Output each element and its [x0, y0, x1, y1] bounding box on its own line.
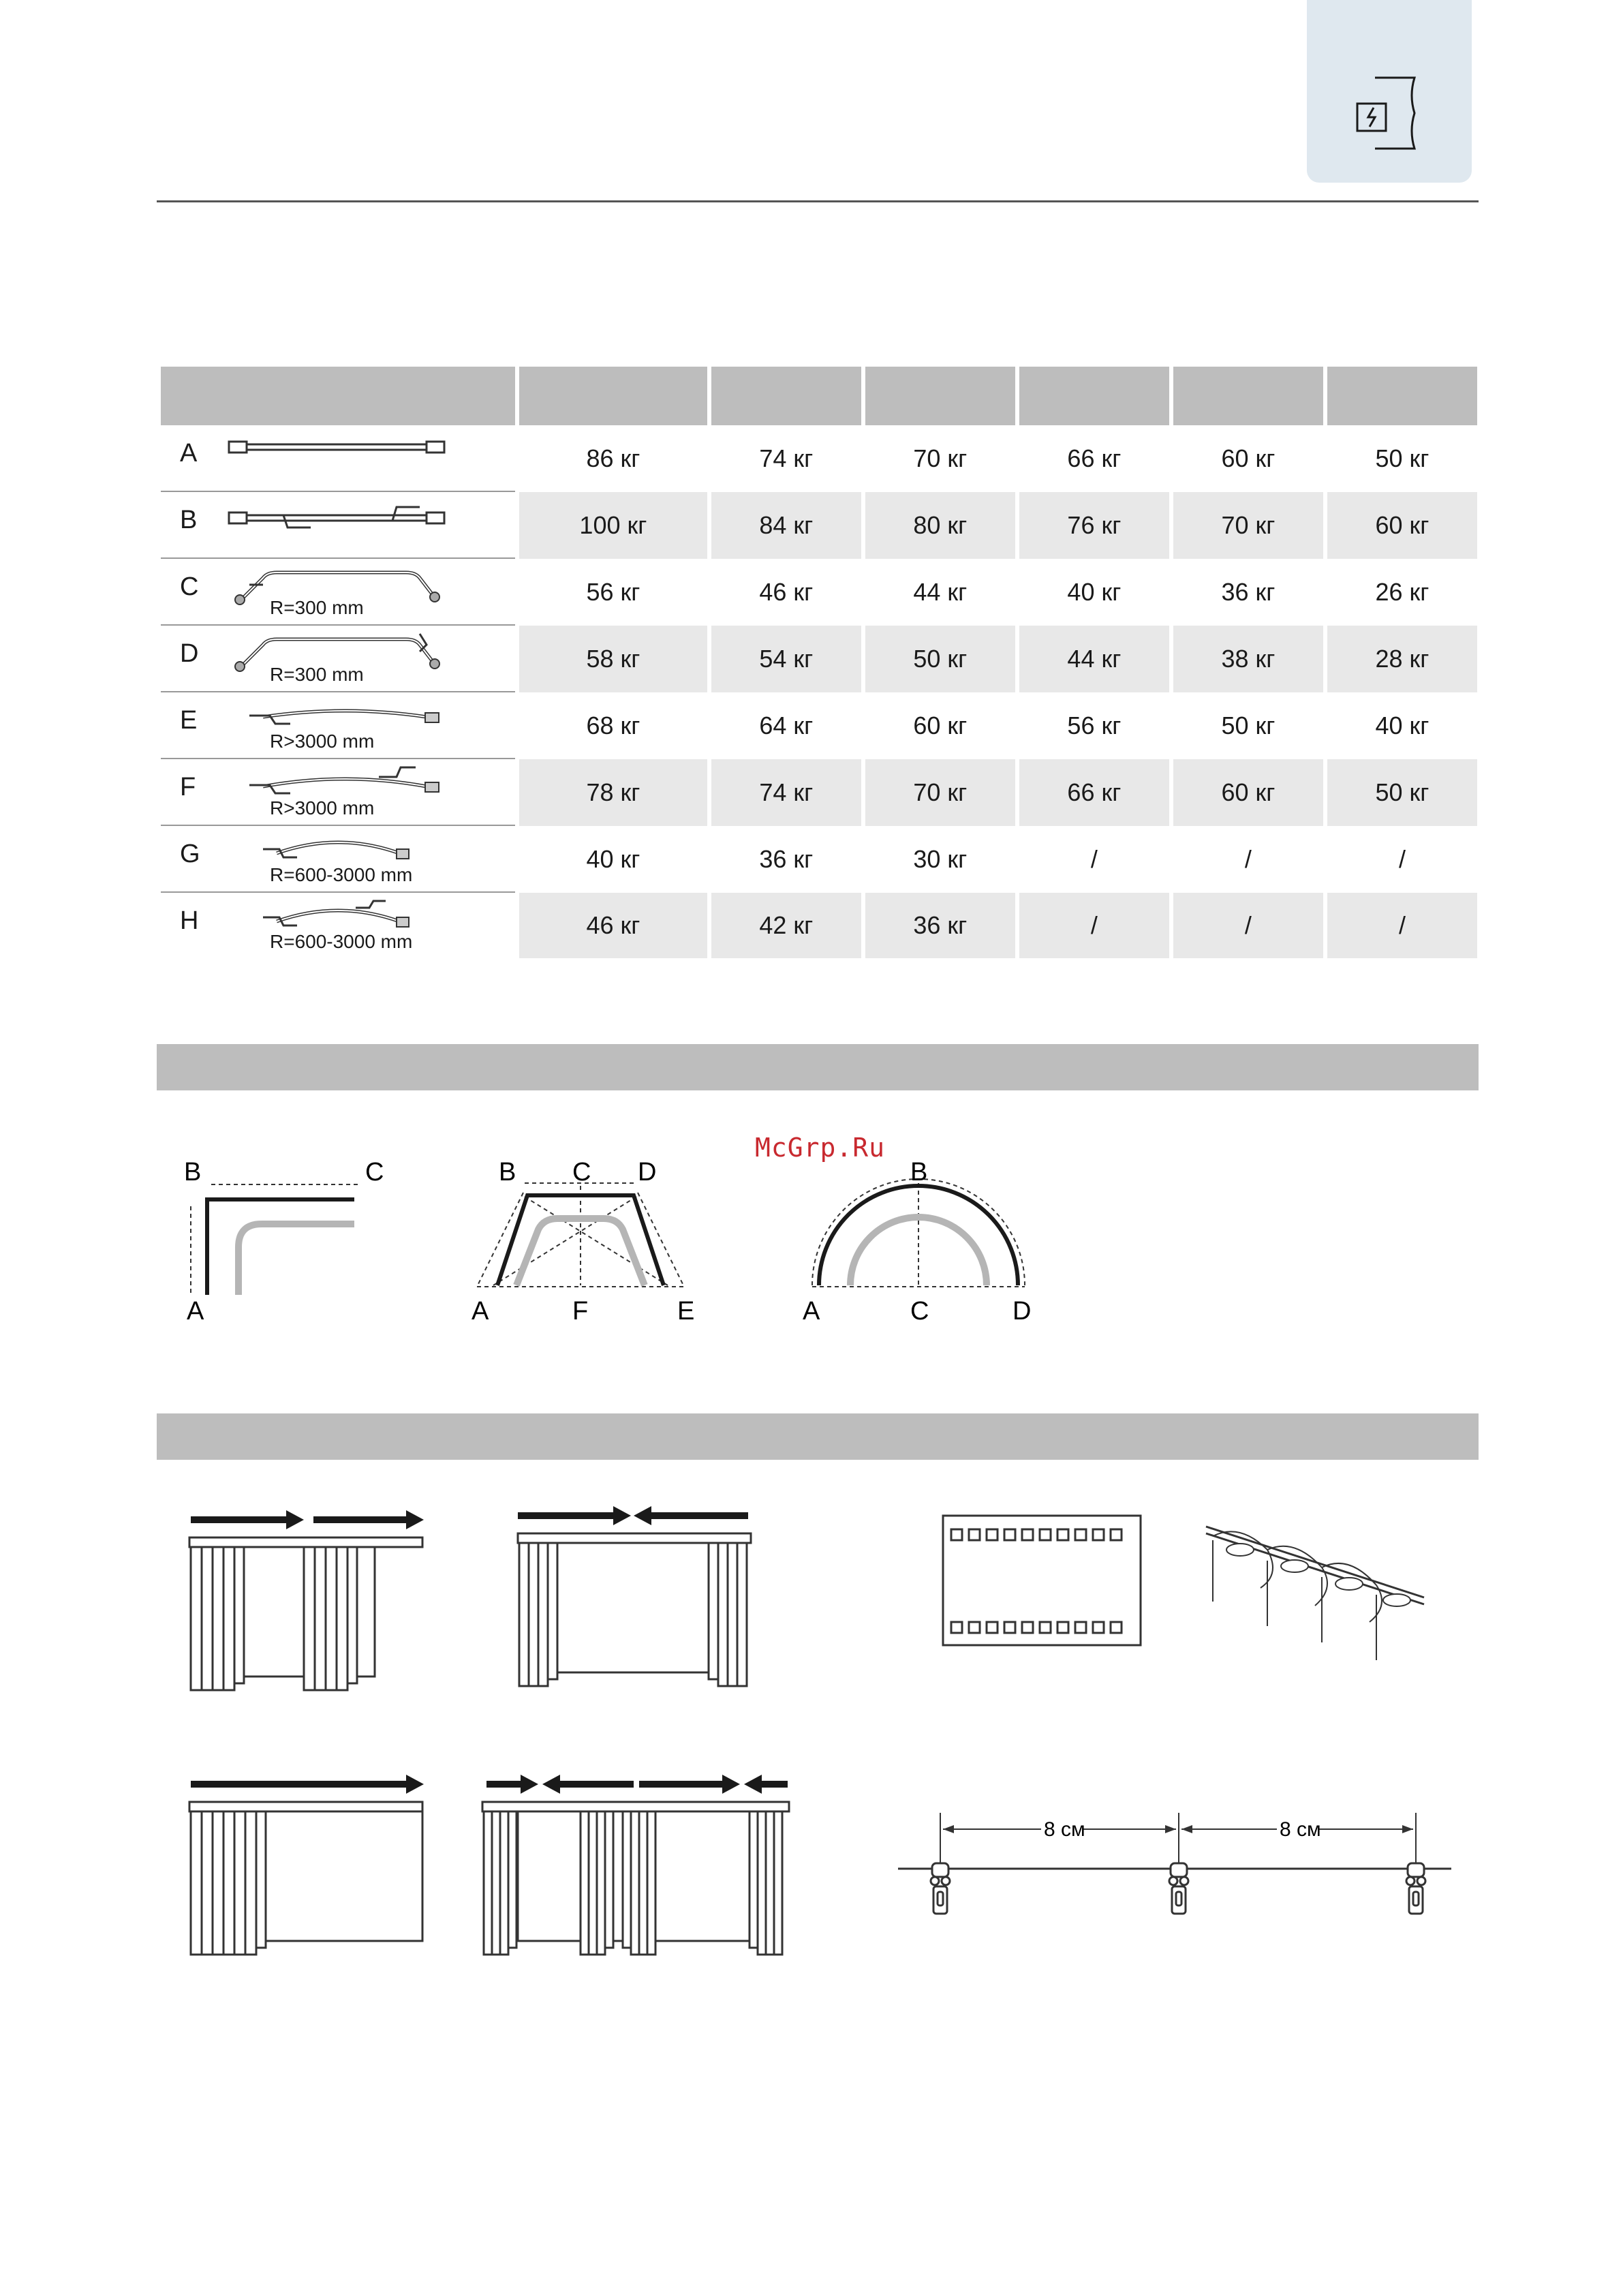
load-cell: 64 кг: [759, 711, 814, 739]
profile-cell: [161, 692, 515, 759]
load-cell: /: [1244, 845, 1252, 873]
load-cell: 70 кг: [1173, 492, 1323, 559]
load-cell: 76 кг: [1019, 492, 1169, 559]
runner-hook-icon: [931, 1863, 950, 1914]
profile-letter: A: [180, 439, 198, 468]
load-cell: 60 кг: [913, 711, 968, 739]
profile-cell: [161, 893, 515, 958]
load-cell: 54 кг: [711, 626, 861, 692]
table-row: [161, 425, 1477, 492]
profile-cell: [161, 492, 515, 559]
load-cell: /: [1173, 893, 1323, 958]
load-cell: 70 кг: [913, 444, 968, 472]
load-cell: 60 кг: [1173, 759, 1323, 826]
header-cell: [1173, 367, 1323, 425]
header-cell: [1019, 367, 1169, 425]
section-tab: [1307, 0, 1472, 183]
table-row: [161, 559, 1477, 626]
load-cell: 38 кг: [1173, 626, 1323, 692]
load-cell: 56 кг: [586, 578, 640, 606]
profile-cell: [161, 559, 515, 626]
trap-label-f: F: [572, 1297, 589, 1326]
load-cell: 86 кг: [586, 444, 640, 472]
load-cell: 56 кг: [1067, 711, 1122, 739]
trap-label-d: D: [638, 1159, 657, 1187]
trap-label-c: C: [572, 1159, 591, 1187]
load-cell: 66 кг: [1019, 759, 1169, 826]
load-cell: 50 кг: [1221, 711, 1276, 739]
load-cell: /: [1019, 893, 1169, 958]
curtain-diagram-one-side: [184, 1765, 436, 1970]
table-row: [161, 826, 1477, 893]
curtain-tape-diagram: [940, 1513, 1145, 1649]
radius-label: R=300 mm: [270, 597, 364, 618]
profile-letter: B: [180, 506, 198, 534]
wave-curtain-diagram: [1199, 1506, 1431, 1670]
load-cell: 30 кг: [913, 845, 968, 873]
load-cell: 74 кг: [711, 759, 861, 826]
load-cell: 36 кг: [1221, 578, 1276, 606]
load-table: [157, 367, 1481, 958]
load-cell: /: [1327, 893, 1477, 958]
load-cell: 50 кг: [1327, 759, 1477, 826]
header-cell: [1327, 367, 1477, 425]
profile-letter: H: [180, 906, 199, 935]
profile-cell: [161, 425, 515, 492]
runner-hook-icon: [1406, 1863, 1425, 1914]
watermark: McGrp.Ru: [755, 1133, 886, 1163]
header-cell: [161, 367, 515, 425]
load-cell: 50 кг: [865, 626, 1015, 692]
table-row: [161, 492, 1477, 559]
load-cell: 78 кг: [519, 759, 707, 826]
radius-label: R=300 mm: [270, 664, 364, 685]
load-cell: 44 кг: [1019, 626, 1169, 692]
load-cell: 36 кг: [865, 893, 1015, 958]
spacing-label-right: 8 см: [1280, 1818, 1321, 1841]
top-divider: [157, 200, 1479, 202]
load-cell: 42 кг: [711, 893, 861, 958]
load-cell: 28 кг: [1327, 626, 1477, 692]
table-row: [161, 893, 1477, 958]
trap-label-e: E: [677, 1297, 695, 1326]
load-cell: 40 кг: [1067, 578, 1122, 606]
load-cell: 40 кг: [586, 845, 640, 873]
trap-label-a: A: [472, 1297, 489, 1326]
trap-label-b: B: [499, 1159, 516, 1187]
wall-socket-icon: [1355, 68, 1423, 150]
load-cell: 100 кг: [519, 492, 707, 559]
load-cell: 44 кг: [913, 578, 968, 606]
arc-diagram: [797, 1159, 1042, 1336]
section-band-shapes: [157, 1044, 1479, 1090]
section-band-curtains: [157, 1413, 1479, 1460]
radius-label: R>3000 mm: [270, 797, 375, 818]
load-cell: 50 кг: [1375, 444, 1429, 472]
profile-cell: [161, 826, 515, 893]
load-cell: 60 кг: [1221, 444, 1276, 472]
profile-letter: E: [180, 706, 198, 735]
load-cell: 68 кг: [586, 711, 640, 739]
load-cell: /: [1398, 845, 1406, 873]
table-row: [161, 626, 1477, 692]
radius-label: R=600-3000 mm: [270, 931, 413, 952]
trapezoid-diagram: [463, 1159, 709, 1336]
arc-label-a: A: [803, 1297, 820, 1326]
table-row: [161, 759, 1477, 826]
runner-hook-icon: [1169, 1863, 1188, 1914]
corner-label-a: A: [187, 1297, 204, 1326]
straight-rail-joined-icon: [222, 498, 467, 538]
curtain-diagram-center: [511, 1499, 763, 1704]
profile-letter: G: [180, 840, 200, 868]
profile-cell: [161, 759, 515, 826]
corner-diagram: [164, 1159, 409, 1336]
load-cell: /: [1090, 845, 1098, 873]
arc-label-b: B: [910, 1159, 928, 1187]
load-cell: 74 кг: [759, 444, 814, 472]
load-cell: 58 кг: [519, 626, 707, 692]
load-cell: 84 кг: [711, 492, 861, 559]
arc-label-c: C: [910, 1297, 929, 1326]
header-cell: [865, 367, 1015, 425]
load-cell: 80 кг: [865, 492, 1015, 559]
load-cell: 26 кг: [1375, 578, 1429, 606]
radius-label: R=600-3000 mm: [270, 864, 413, 885]
header-cell: [519, 367, 707, 425]
profile-letter: F: [180, 773, 196, 801]
corner-label-b: B: [184, 1159, 202, 1187]
radius-label: R>3000 mm: [270, 731, 375, 752]
load-cell: 60 кг: [1327, 492, 1477, 559]
straight-rail-icon: [222, 431, 467, 465]
load-cell: 40 кг: [1375, 711, 1429, 739]
curtain-diagram-split-right: [184, 1499, 436, 1704]
load-cell: 46 кг: [519, 893, 707, 958]
profile-letter: C: [180, 572, 199, 601]
profile-cell: [161, 626, 515, 692]
load-cell: 46 кг: [759, 578, 814, 606]
header-cell: [711, 367, 861, 425]
profile-letter: D: [180, 639, 199, 668]
table-row: [161, 692, 1477, 759]
load-cell: 66 кг: [1067, 444, 1122, 472]
arc-label-d: D: [1013, 1297, 1032, 1326]
runner-spacing-diagram: [886, 1806, 1451, 1942]
corner-label-c: C: [365, 1159, 384, 1187]
spacing-label-left: 8 см: [1044, 1818, 1085, 1841]
table-header-row: [161, 367, 1477, 425]
curtain-diagram-double: [477, 1765, 797, 1970]
load-cell: 36 кг: [759, 845, 814, 873]
load-cell: 70 кг: [865, 759, 1015, 826]
